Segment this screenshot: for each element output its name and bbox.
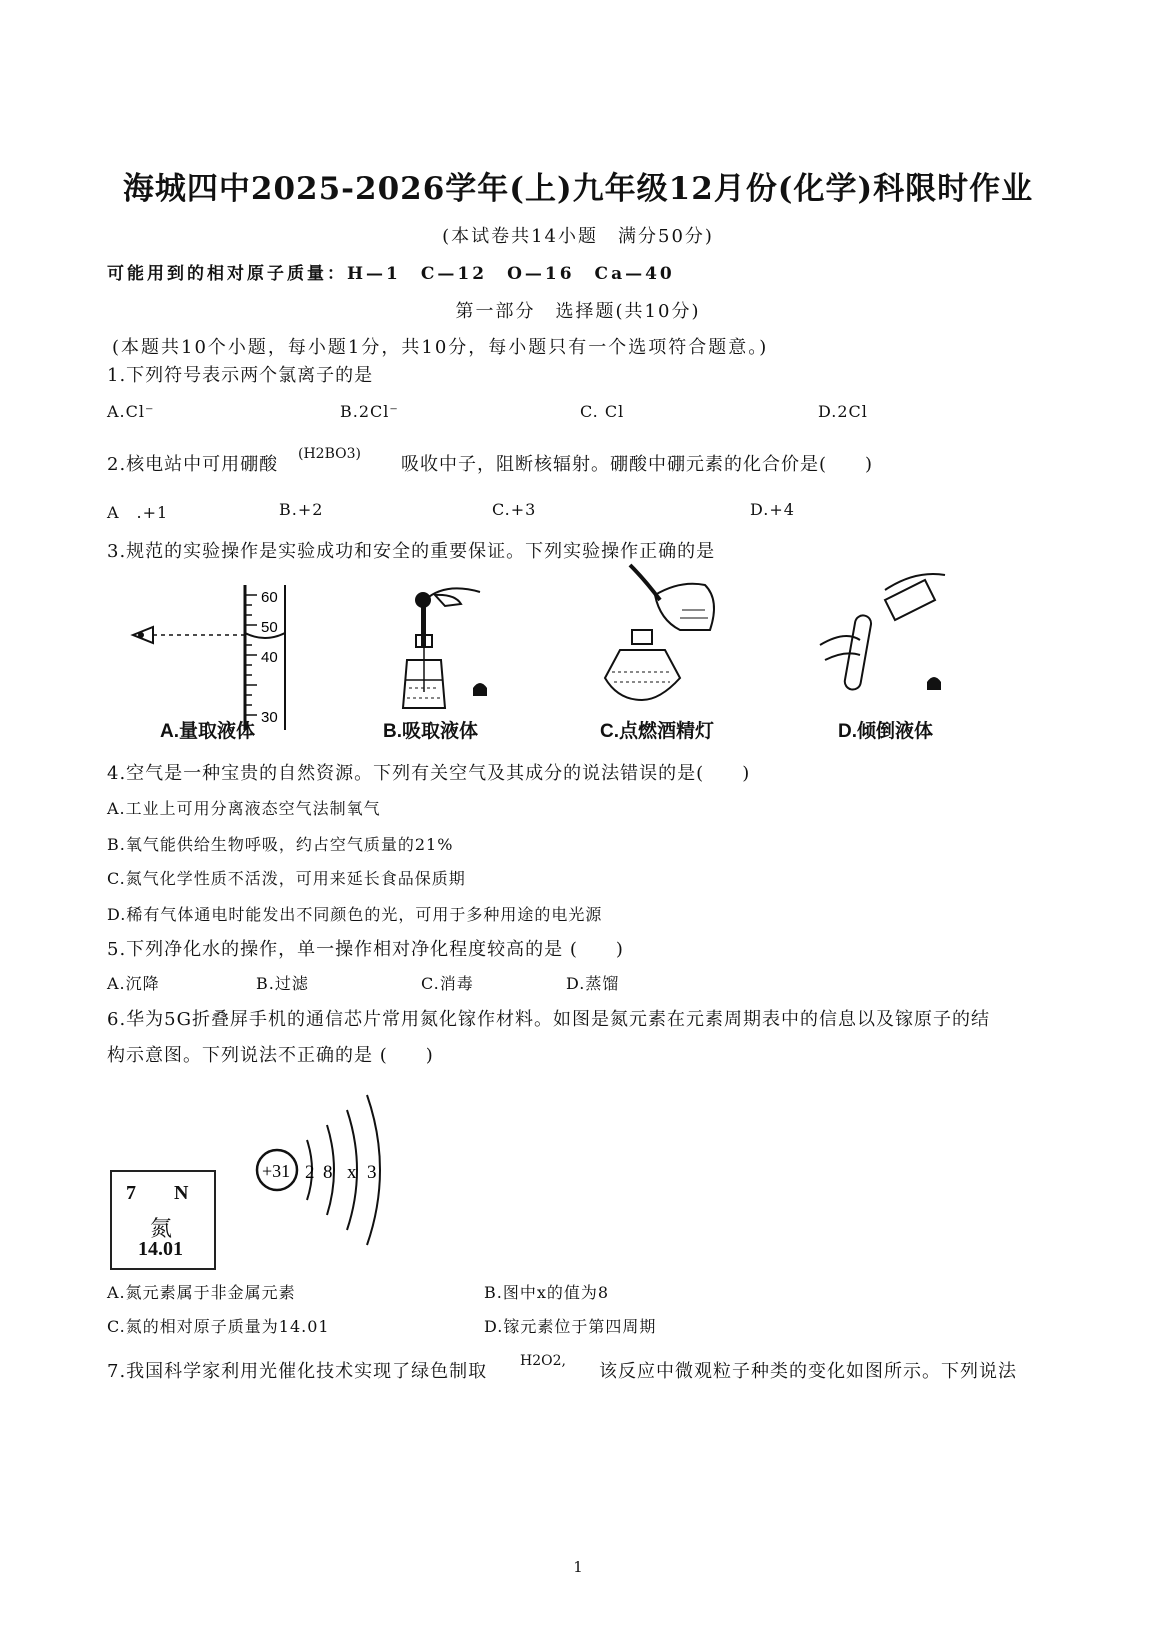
q5-stem: 5.下列净化水的操作，单一操作相对净化程度较高的是 ( )	[107, 939, 624, 960]
q1-option-d: D.2Cl	[818, 402, 868, 421]
shell-electrons-1: 2	[305, 1162, 315, 1183]
exam-title: 海城四中2025-2026学年(上)九年级12月份(化学)科限时作业	[122, 171, 1034, 207]
shell-electrons-4: 3	[367, 1162, 377, 1183]
q4-option-b: B.氧气能供给生物呼吸，约占空气质量的21%	[107, 835, 454, 854]
part-title: 第一部分 选择题(共10分)	[455, 301, 701, 322]
q2-option-c: C.+3	[492, 500, 537, 519]
cylinder-mark-60: 60	[261, 589, 278, 606]
q4-option-a: A.工业上可用分离液态空气法制氧气	[107, 799, 381, 818]
q1-option-b: B.2Cl⁻	[340, 402, 399, 421]
q6-stem-line1: 6.华为5G折叠屏手机的通信芯片常用氮化镓作材料。如图是氮元素在元素周期表中的信息以及镓原子的结	[107, 1009, 991, 1030]
q1-stem: 1.下列符号表示两个氯离子的是	[107, 365, 374, 386]
atomic-number: 7	[126, 1182, 136, 1204]
shell-electrons-2: 8	[323, 1162, 333, 1183]
q7-formula: H2O2,	[520, 1353, 566, 1369]
q7-stem-part2: 该反应中微观粒子种类的变化如图所示。下列说法	[599, 1361, 1017, 1382]
figure-b-dropper-bottle	[395, 580, 505, 720]
q6-option-d: D.镓元素位于第四周期	[484, 1317, 657, 1336]
q5-option-c: C.消毒	[421, 974, 474, 993]
exam-subtitle: (本试卷共14小题 满分50分)	[442, 226, 714, 247]
atomic-mass: 14.01	[138, 1238, 183, 1260]
q2-stem-part1: 2.核电站中可用硼酸	[107, 454, 279, 475]
q2-stem-part2: 吸收中子，阻断核辐射。硼酸中硼元素的化合价是( )	[401, 454, 874, 475]
figure-d-pouring-liquid	[815, 560, 965, 710]
q7-stem-part1: 7.我国科学家利用光催化技术实现了绿色制取	[107, 1361, 488, 1382]
caption-b: B.吸取液体	[383, 721, 479, 742]
q2-option-a: A .+1	[107, 503, 169, 522]
q2-formula: (H2BO3)	[298, 446, 361, 462]
q4-option-c: C.氮气化学性质不活泼，可用来延长食品保质期	[107, 869, 466, 888]
q6-option-c: C.氮的相对原子质量为14.01	[107, 1317, 330, 1336]
q5-option-b: B.过滤	[256, 974, 309, 993]
q1-option-a: A.Cl⁻	[107, 402, 155, 421]
figure-c-alcohol-lamp	[600, 560, 740, 720]
q5-option-d: D.蒸馏	[566, 974, 620, 993]
shell-electrons-3: x	[347, 1162, 357, 1183]
element-name: 氮	[150, 1217, 173, 1242]
cylinder-mark-30: 30	[261, 709, 278, 726]
caption-c: C.点燃酒精灯	[600, 721, 715, 742]
periodic-table-cell	[110, 1170, 216, 1270]
q1-option-c: C. Cl	[580, 402, 625, 421]
atomic-masses: 可能用到的相对原子质量：H—1 C—12 O—16 Ca—40	[107, 264, 675, 284]
q4-stem: 4.空气是一种宝贵的自然资源。下列有关空气及其成分的说法错误的是( )	[107, 763, 751, 784]
part-note: (本题共10个小题，每小题1分，共10分，每小题只有一个选项符合题意。)	[112, 337, 769, 358]
gallium-atom-diagram	[255, 1080, 405, 1260]
q2-option-b: B.+2	[279, 500, 324, 519]
caption-d: D.倾倒液体	[838, 721, 934, 742]
caption-a: A.量取液体	[160, 721, 256, 742]
q5-option-a: A.沉降	[107, 974, 160, 993]
cylinder-mark-40: 40	[261, 649, 278, 666]
page-number: 1	[573, 1558, 583, 1576]
cylinder-mark-50: 50	[261, 619, 278, 636]
q6-stem-line2: 构示意图。下列说法不正确的是 ( )	[107, 1045, 434, 1066]
q6-option-b: B.图中x的值为8	[484, 1283, 610, 1302]
figure-a-graduated-cylinder	[125, 585, 305, 735]
element-symbol: N	[174, 1182, 189, 1204]
q6-option-a: A.氮元素属于非金属元素	[107, 1283, 296, 1302]
q2-option-d: D.+4	[750, 500, 795, 519]
q4-option-d: D.稀有气体通电时能发出不同颜色的光，可用于多种用途的电光源	[107, 905, 603, 924]
nucleus-charge: +31	[262, 1161, 291, 1181]
q3-stem: 3.规范的实验操作是实验成功和安全的重要保证。下列实验操作正确的是	[107, 541, 716, 562]
